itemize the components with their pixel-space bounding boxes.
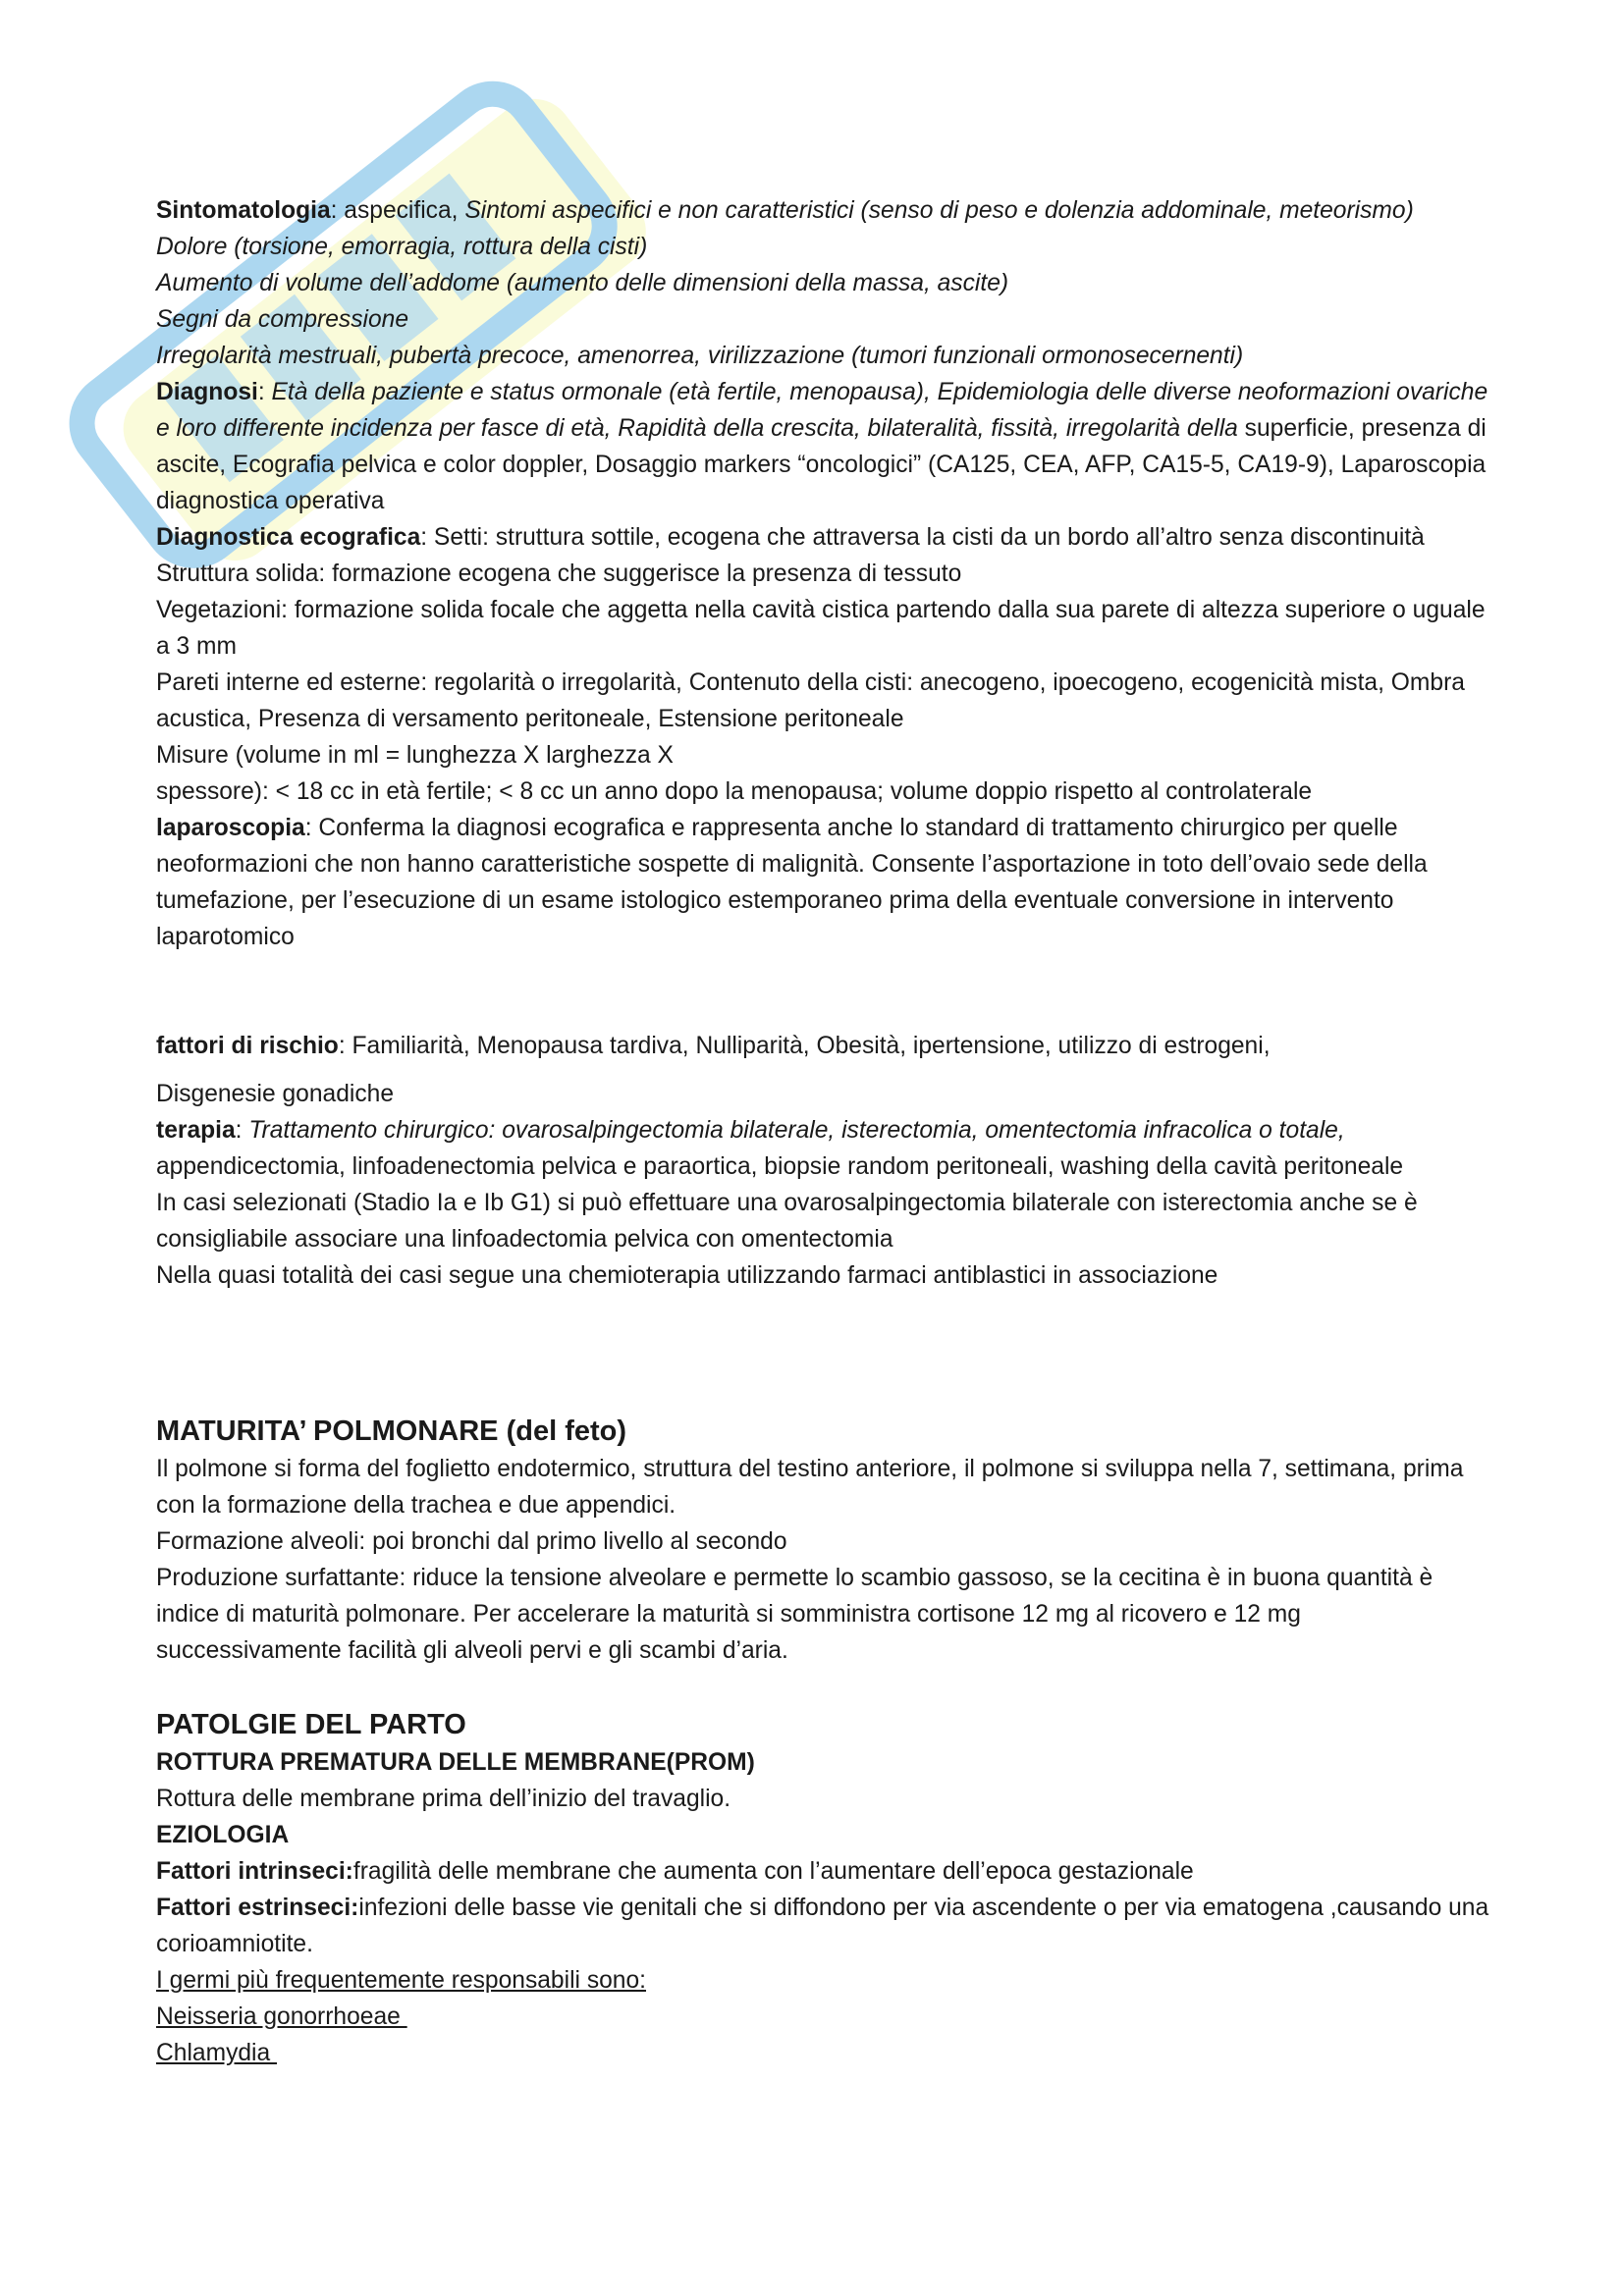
label: EZIOLOGIA — [156, 1822, 290, 1848]
text: superficie, presenza di ascite, Ecografia pelvica e color doppler, Dosaggio markers “oncologici” (CA125, CEA, AFP, CA15-5, CA19-9), Laparoscopia diagnostica operativa — [156, 415, 1487, 514]
text-line: spessore): < 18 cc in età fertile; < 8 cc un anno dopo la menopausa; volume doppio rispetto al controlaterale — [156, 778, 1313, 805]
text: : Conferma la diagnosi ecografica e rappresenta anche lo standard di trattamento chirurgico per quelle neoformazioni che non hanno caratteristiche sospette di malignità. Consente l’asportazione in toto dell’ovaio sede della tumefazione, per l’esecuzione di un esame istologico estemporaneo prima della eventuale conversione in intervento laparotomico — [156, 815, 1428, 950]
section-title: MATURITA’ POLMONARE (del feto) — [156, 1415, 627, 1447]
text-line — [156, 1890, 1491, 1962]
document-page — [156, 192, 1491, 2071]
text: Dolore (torsione, emorragia, rottura della cisti) — [156, 234, 648, 260]
text-line: Formazione alveoli: poi bronchi dal primo livello al secondo — [156, 1528, 787, 1555]
text-line: In casi selezionati (Stadio Ia e Ib G1) si può effettuare una ovarosalpingectomia bilaterale con isterectomia anche se è consigliabile associare una linfoadectomia pelvica con omentectomia — [156, 1190, 1418, 1253]
text-line: Struttura solida: formazione ecogena che suggerisce la presenza di tessuto — [156, 561, 962, 587]
label: Sintomatologia — [156, 197, 331, 224]
text: : — [235, 1117, 249, 1144]
text-line: Il polmone si forma del foglietto endotermico, struttura del testino anteriore, il polmone si sviluppa nella 7, settimana, prima con la formazione della trachea e due appendici. — [156, 1456, 1464, 1519]
text: infezioni delle basse vie genitali che si diffondono per via ascendente o per via ematogena ,causando una corioamniotite. — [156, 1895, 1489, 1957]
text: Trattamento chirurgico: ovarosalpingectomia bilaterale, isterectomia, omentectomia infracolica o totale, — [248, 1117, 1345, 1144]
text: : aspecifica, — [330, 197, 465, 224]
subsection-title — [156, 1817, 1491, 1853]
text-line: Produzione surfattante: riduce la tensione alveolare e permette lo scambio gassoso, se la cecitina è in buona quantità è indice di maturità polmonare. Per accelerare la maturità si somministra cortisone 12 mg al ricovero e 12 mg successivamente facilità gli alveoli pervi e gli scambi d’aria. — [156, 1565, 1434, 1664]
laparoscopia-paragraph — [156, 810, 1491, 955]
spacer — [156, 1669, 1491, 1705]
text: fragilità delle membrane che aumenta con l’aumentare dell’epoca gestazionale — [352, 1858, 1194, 1885]
text: : — [257, 379, 272, 405]
ecografica-paragraph — [156, 519, 1491, 556]
text-line — [156, 265, 1491, 301]
text-line — [156, 301, 1491, 338]
text-line: Rottura delle membrane prima dell’inizio del travaglio. — [156, 1786, 731, 1812]
text-line: Disgenesie gonadiche — [156, 1081, 395, 1107]
label: ROTTURA PREMATURA DELLE MEMBRANE(PROM) — [156, 1749, 755, 1776]
text-line: Vegetazioni: formazione solida focale che aggetta nella cavità cistica partendo dalla sua parete di altezza superiore o uguale a 3 mm — [156, 597, 1486, 660]
text: Sintomi aspecifici e non caratteristici (senso di peso e dolenzia addominale, meteorismo) — [464, 197, 1414, 224]
terapia-paragraph — [156, 1112, 1491, 1185]
text-line — [156, 229, 1491, 265]
section-title: PATOLGIE DEL PARTO — [156, 1709, 466, 1740]
subsection-title — [156, 1744, 1491, 1781]
label: terapia — [156, 1117, 236, 1144]
list-item: Chlamydia — [156, 2040, 278, 2066]
text-line: I germi più frequentemente responsabili sono: — [156, 1967, 646, 1994]
list-item: Neisseria gonorrhoeae — [156, 2003, 407, 2030]
spacer — [156, 955, 1491, 1028]
label: Fattori estrinseci: — [156, 1895, 359, 1921]
spacer — [156, 1294, 1491, 1412]
text-line: Pareti interne ed esterne: regolarità o irregolarità, Contenuto della cisti: anecogeno, ipoecogeno, ecogenicità mista, Ombra acustica, Presenza di versamento peritoneale, Estensione peritoneale — [156, 669, 1465, 732]
diagnosi-paragraph — [156, 374, 1491, 519]
sintomatologia-paragraph — [156, 192, 1491, 229]
text: Età della paziente e status ormonale (età fertile, menopausa), Epidemiologia delle diverse neoformazioni ovariche e loro differente incidenza per fasce di età, Rapidità della crescita, bilateralità, fissità, irregolarità della — [156, 379, 1488, 442]
text: : Setti: struttura sottile, ecogena che attraversa la cisti da un bordo all’altro senza discontinuità — [420, 524, 1425, 551]
text: Aumento di volume dell’addome (aumento delle dimensioni della massa, ascite) — [156, 270, 1009, 296]
label: Diagnostica ecografica — [156, 524, 421, 551]
rischio-paragraph — [156, 1028, 1491, 1064]
text-line — [156, 338, 1491, 374]
text: Irregolarità mestruali, pubertà precoce, amenorrea, virilizzazione (tumori funzionali ormonosecernenti) — [156, 343, 1244, 369]
text-line: Nella quasi totalità dei casi segue una chemioterapia utilizzando farmaci antiblastici in associazione — [156, 1262, 1218, 1289]
label: Fattori intrinseci: — [156, 1858, 353, 1885]
text-line: Misure (volume in ml = lunghezza X larghezza X — [156, 742, 674, 769]
text: : Familiarità, Menopausa tardiva, Nulliparità, Obesità, ipertensione, utilizzo di estrogeni, — [338, 1033, 1271, 1059]
text-line — [156, 1853, 1491, 1890]
label: laparoscopia — [156, 815, 305, 841]
label: Diagnosi — [156, 379, 258, 405]
text: appendicectomia, linfoadenectomia pelvica e paraortica, biopsie random peritoneali, washing della cavità peritoneale — [156, 1153, 1404, 1180]
label: fattori di rischio — [156, 1033, 339, 1059]
text: Segni da compressione — [156, 306, 409, 333]
